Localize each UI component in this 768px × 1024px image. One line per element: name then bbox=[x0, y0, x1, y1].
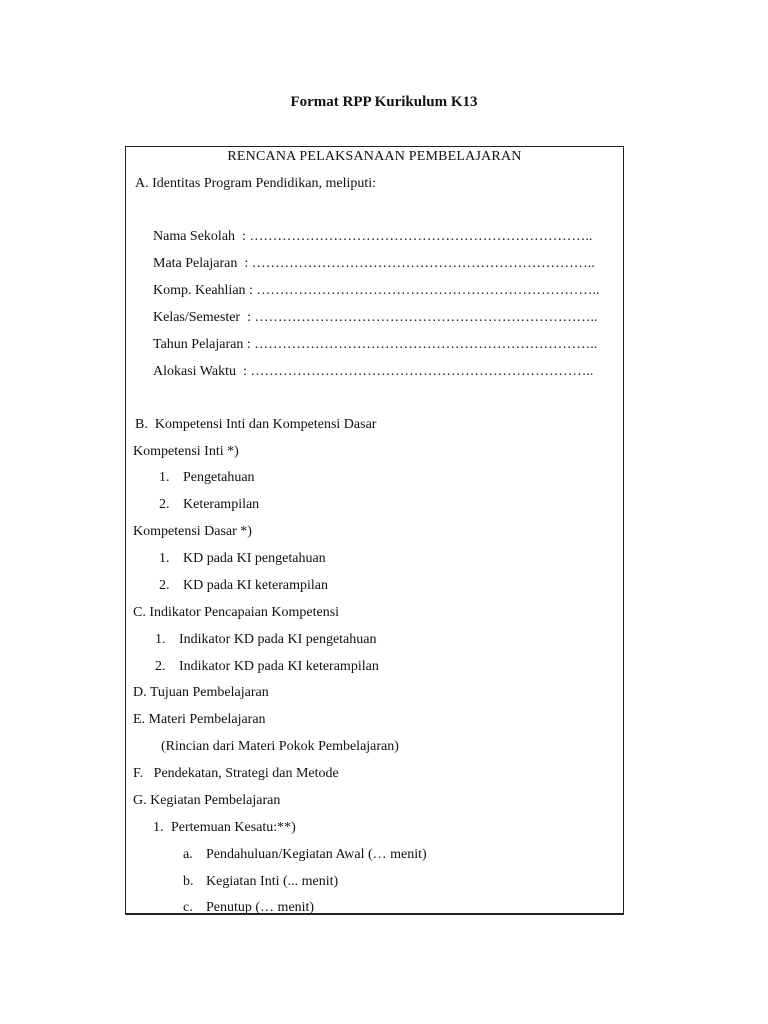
g-item-c bbox=[183, 899, 314, 917]
field-label: Nama Sekolah bbox=[153, 229, 236, 244]
field-label: Alokasi Waktu bbox=[153, 364, 236, 379]
field-value: : ……………………………………………………………….. bbox=[236, 364, 594, 379]
c-item-2 bbox=[155, 658, 379, 676]
field-value: : ……………………………………………………………….. bbox=[245, 283, 600, 298]
list-text: Indikator KD pada KI keterampilan bbox=[179, 659, 379, 674]
kd-item-2 bbox=[159, 577, 328, 595]
ki-item-1 bbox=[159, 469, 255, 487]
field-nama-sekolah bbox=[153, 228, 592, 246]
list-letter: b. bbox=[183, 874, 194, 889]
field-alokasi-waktu bbox=[153, 363, 593, 381]
list-text: Kegiatan Inti (... menit) bbox=[206, 874, 339, 889]
list-text: Indikator KD pada KI pengetahuan bbox=[179, 632, 377, 647]
list-text: Penutup (… menit) bbox=[206, 900, 315, 915]
field-label: Tahun Pelajaran bbox=[153, 337, 244, 352]
list-text: KD pada KI pengetahuan bbox=[183, 551, 326, 566]
list-text: Pertemuan Kesatu:**) bbox=[171, 820, 296, 835]
field-tahun-pelajaran bbox=[153, 336, 597, 354]
list-number: 2. bbox=[155, 659, 166, 674]
box-heading: RENCANA PELAKSANAAN PEMBELAJARAN bbox=[227, 149, 522, 164]
field-value: : ……………………………………………………………….. bbox=[243, 337, 598, 352]
rpp-form-box bbox=[125, 146, 624, 915]
c-item-1 bbox=[155, 631, 376, 649]
list-number: 1. bbox=[153, 820, 164, 835]
list-text: Pengetahuan bbox=[183, 470, 255, 485]
field-label: Kelas/Semester bbox=[153, 310, 241, 325]
list-text: Pendahuluan/Kegiatan Awal (… menit) bbox=[206, 847, 427, 862]
field-value: : ……………………………………………………………….. bbox=[237, 256, 595, 271]
list-number: 1. bbox=[159, 470, 170, 485]
list-number: 1. bbox=[155, 632, 166, 647]
section-e-heading: E. Materi Pembelajaran bbox=[133, 712, 266, 727]
ki-heading: Kompetensi Inti *) bbox=[133, 444, 239, 459]
section-f-heading: F. Pendekatan, Strategi dan Metode bbox=[133, 766, 339, 781]
list-number: 1. bbox=[159, 551, 170, 566]
list-number: 2. bbox=[159, 497, 170, 512]
page-title: Format RPP Kurikulum K13 bbox=[290, 94, 478, 110]
field-value: : ……………………………………………………………….. bbox=[235, 229, 593, 244]
field-kelas-semester bbox=[153, 309, 597, 327]
section-a-heading: A. Identitas Program Pendidikan, meliputi: bbox=[135, 176, 377, 191]
ki-item-2 bbox=[159, 496, 259, 514]
g-item-a bbox=[183, 846, 427, 864]
section-g-heading: G. Kegiatan Pembelajaran bbox=[133, 793, 281, 808]
list-text: Keterampilan bbox=[183, 497, 260, 512]
section-b-heading: B. Kompetensi Inti dan Kompetensi Dasar bbox=[135, 417, 377, 432]
list-text: KD pada KI keterampilan bbox=[183, 578, 328, 593]
section-c-heading: C. Indikator Pencapaian Kompetensi bbox=[133, 605, 340, 620]
kd-item-1 bbox=[159, 550, 326, 568]
list-number: 2. bbox=[159, 578, 170, 593]
g-item-b bbox=[183, 873, 338, 891]
kd-heading: Kompetensi Dasar *) bbox=[133, 524, 252, 539]
section-e-note: (Rincian dari Materi Pokok Pembelajaran) bbox=[161, 739, 399, 754]
field-komp-keahlian bbox=[153, 282, 599, 300]
section-d-heading: D. Tujuan Pembelajaran bbox=[133, 685, 269, 700]
field-mata-pelajaran bbox=[153, 255, 595, 273]
list-letter: a. bbox=[183, 847, 193, 862]
field-value: : ……………………………………………………………….. bbox=[240, 310, 598, 325]
list-letter: c. bbox=[183, 900, 193, 915]
field-label: Mata Pelajaran bbox=[153, 256, 238, 271]
field-label: Komp. Keahlian bbox=[153, 283, 246, 298]
g-subitem-1 bbox=[153, 819, 296, 837]
